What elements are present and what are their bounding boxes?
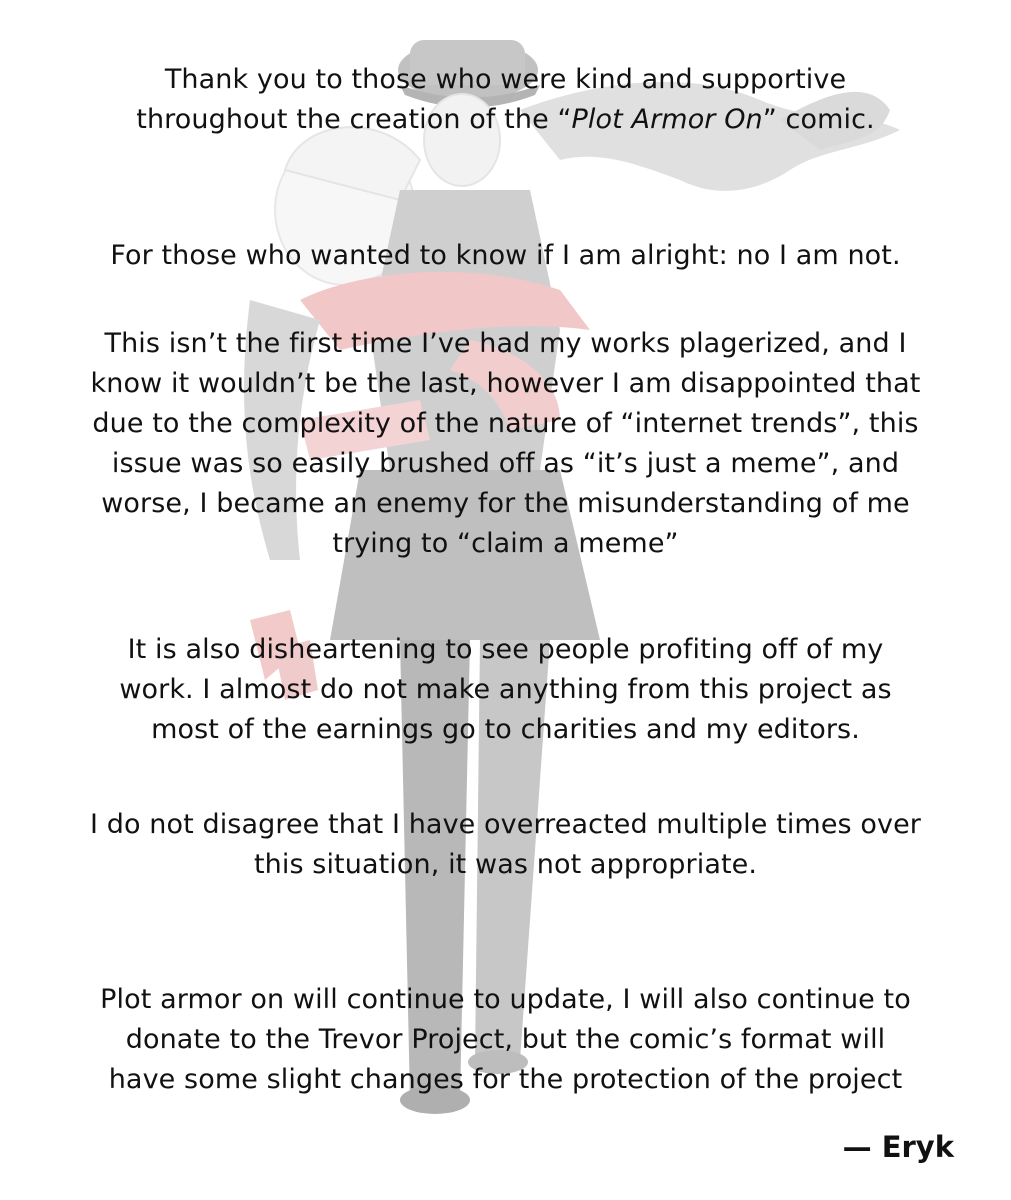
- thanks-line-2-pre: throughout the creation of the “: [136, 104, 572, 135]
- profiting-line: work. I almost do not make anything from this project as: [119, 674, 892, 705]
- alright-paragraph: [40, 236, 971, 276]
- overreaction-line: this situation, it was not appropriate.: [253, 849, 758, 880]
- plagiarism-line: due to the complexity of the nature of “internet trends”, this: [92, 408, 919, 439]
- thanks-line-1: Thank you to those who were kind and supportive: [164, 64, 847, 95]
- plagiarism-line: trying to “claim a meme”: [332, 528, 679, 559]
- future-line: Plot armor on will continue to update, I will also continue to: [100, 984, 911, 1015]
- overreaction-line: I do not disagree that I have overreacted multiple times over: [89, 809, 922, 840]
- future-line: donate to the Trevor Project, but the comic’s format will: [125, 1024, 886, 1055]
- plagiarism-line: know it wouldn’t be the last, however I am disappointed that: [90, 368, 921, 399]
- future-line: have some slight changes for the protection of the project: [108, 1064, 903, 1095]
- comic-title: Plot Armor On: [571, 104, 763, 135]
- plagiarism-line: issue was so easily brushed off as “it’s just a meme”, and: [111, 448, 900, 479]
- plagiarism-line: This isn’t the first time I’ve had my works plagerized, and I: [104, 328, 907, 359]
- profiting-line: most of the earnings go to charities and my editors.: [151, 714, 860, 745]
- thanks-line-2-post: ” comic.: [762, 104, 875, 135]
- alright-line-1: For those who wanted to know if I am alright: no I am not.: [110, 240, 901, 271]
- profiting-line: It is also disheartening to see people profiting off of my: [127, 634, 884, 665]
- thanks-line-2: [40, 100, 971, 140]
- thanks-paragraph: [40, 60, 971, 140]
- plagiarism-line: worse, I became an enemy for the misunderstanding of me: [101, 488, 910, 519]
- profiting-paragraph: [40, 630, 971, 750]
- future-paragraph: [40, 980, 971, 1100]
- plagiarism-paragraph: [40, 324, 971, 564]
- signature: — Eryk: [842, 1130, 954, 1164]
- overreaction-paragraph: [40, 805, 971, 885]
